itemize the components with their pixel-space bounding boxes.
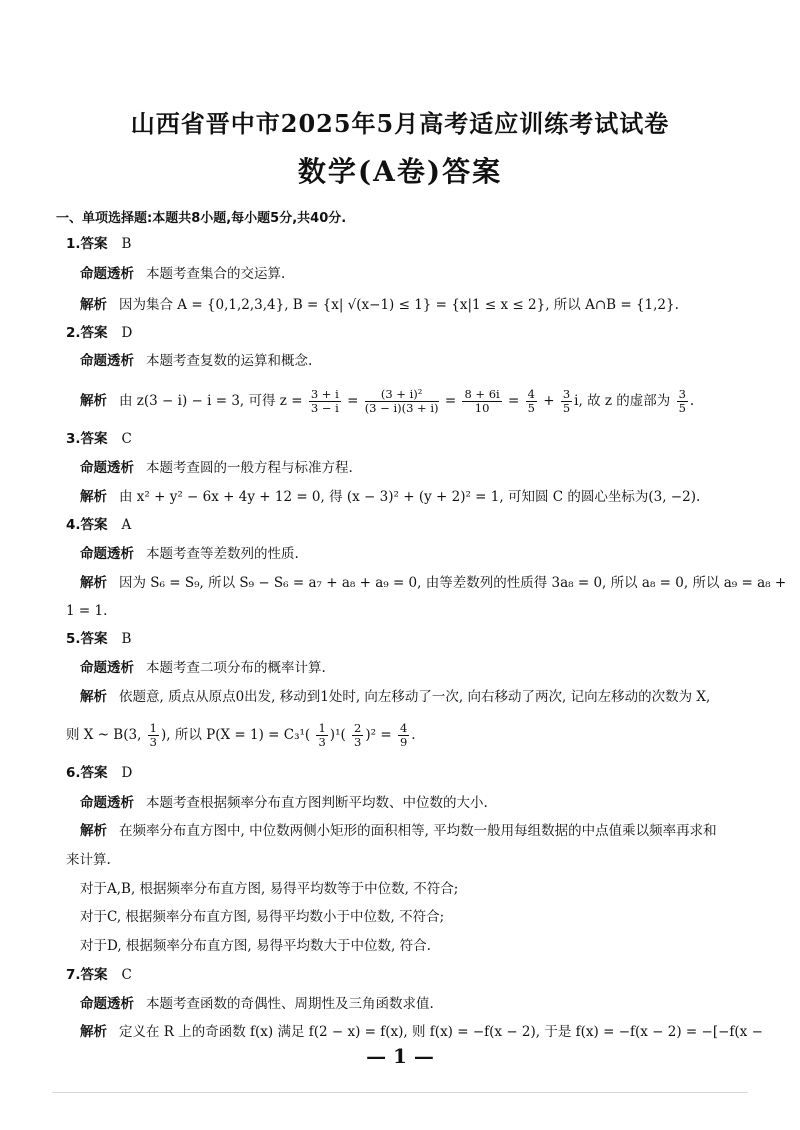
q3-answer-line: [66, 430, 132, 448]
overview-label: 命题透析: [80, 266, 134, 282]
q6-overview-line: [80, 794, 488, 812]
q1-analysis-line: [80, 296, 679, 314]
overview-label: 命题透析: [80, 460, 134, 476]
q6-option-d: 对于D, 根据频率分布直方图, 易得平均数大于中位数, 符合.: [80, 938, 431, 954]
q2-fraction-1: $\frac{3 + i}{3 - i}$: [310, 387, 339, 415]
q3-number: 3.: [66, 431, 81, 447]
page-number: — 1 —: [366, 1044, 434, 1068]
analysis-label: 解析: [80, 393, 107, 409]
q2-fraction-2: $\frac{\text{(3 + i)²}}{(3 - i)(3 + i)}$: [364, 387, 439, 415]
q5-number: 5.: [66, 631, 81, 647]
q4-overview-line: [80, 545, 299, 563]
q2-analysis-pre: 由 z(3 − i) − i = 3, 可得 z =: [119, 393, 303, 409]
q7-analysis-line: [80, 1023, 763, 1041]
q5-analysis-line: [80, 688, 710, 706]
overview-label: 命题透析: [80, 353, 134, 369]
q4-analysis-line-2: 1 = 1.: [66, 603, 108, 619]
q3-overview: 本题考查圆的一般方程与标准方程.: [146, 460, 353, 476]
q6-option-ab: 对于A,B, 根据频率分布直方图, 易得平均数等于中位数, 不符合;: [80, 881, 459, 897]
section-heading: 一、单项选择题:本题共8小题,每小题5分,共40分.: [56, 211, 347, 226]
q3-analysis: 由 x² + y² − 6x + 4y + 12 = 0, 得 (x − 3)² + (y + 2)² = 1, 可知圆 C 的圆心坐标为(3, −2).: [119, 489, 701, 505]
q6-answer-line: [66, 764, 132, 782]
answer-label: 答案: [80, 631, 108, 647]
answer-label: 答案: [80, 431, 108, 447]
q3-answer: C: [121, 431, 132, 447]
q7-overview-line: [80, 995, 434, 1013]
q2-analysis-line: 解析 由 z(3 − i) − i = 3, 可得 z = $\frac{3 + i}{3 - i}$ = $\frac{\text{(3 + i)²}}{(3 - i)(3 + i)}$ = $\frac{8 + 6i}{10}$ = $\frac{4}{5}$ + $\frac{3}{5}$ i, 故 z 的虚部为 $\frac{3}{5}$ .: [80, 387, 695, 415]
q1-analysis: 因为集合 A = {0,1,2,3,4}, B = {x| √(x−1) ≤ 1} = {x|1 ≤ x ≤ 2}, 所以 A∩B = {1,2}.: [119, 297, 679, 313]
answer-label: 答案: [80, 517, 108, 533]
analysis-label: 解析: [80, 575, 107, 591]
q5-analysis-line-2: 则 X ~ B(3, $\frac{1}{3}$ ), 所以 P(X = 1) = C₃¹( $\frac{1}{3}$ )¹( $\frac{2}{3}$ )² = $\frac{4}{9}$ .: [66, 721, 416, 749]
q6-analysis-1: 在频率分布直方图中, 中位数两侧小矩形的面积相等, 平均数一般用每组数据的中点值乘以频率再求和: [119, 823, 717, 839]
q5-fraction-2: $\frac{1}{3}$: [318, 721, 326, 749]
q5-fraction-4: $\frac{4}{9}$: [399, 721, 408, 749]
analysis-label: 解析: [80, 297, 107, 313]
q2-answer: D: [121, 325, 133, 341]
exam-subtitle: 数学(A卷)答案: [297, 155, 503, 188]
q3-analysis-line: [80, 488, 700, 506]
exam-title: 山西省晋中市2025年5月高考适应训练考试试卷: [130, 109, 670, 138]
q6-number: 6.: [66, 765, 81, 781]
q2-answer-line: [66, 324, 132, 342]
q4-answer-line: [66, 516, 131, 534]
q2-number: 2.: [66, 325, 81, 341]
q5-analysis-1: 依题意, 质点从原点0出发, 移动到1处时, 向左移动了一次, 向右移动了两次, 记向左移动的次数为 X,: [119, 689, 711, 705]
overview-label: 命题透析: [80, 996, 134, 1012]
q6-answer: D: [121, 765, 133, 781]
q5-answer: B: [121, 631, 132, 647]
q1-overview-line: [80, 265, 285, 283]
q4-overview: 本题考查等差数列的性质.: [146, 546, 299, 562]
q6-option-c: 对于C, 根据频率分布直方图, 易得平均数小于中位数, 不符合;: [80, 909, 445, 925]
q7-analysis: 定义在 R 上的奇函数 f(x) 满足 f(2 − x) = f(x), 则 f(x) = −f(x − 2), 于是 f(x) = −f(x − 2) = −[−f(x −: [119, 1024, 763, 1040]
overview-label: 命题透析: [80, 660, 134, 676]
q4-analysis-1: 因为 S₆ = S₉, 所以 S₉ − S₆ = a₇ + a₈ + a₉ = 0, 由等差数列的性质得 3a₈ = 0, 所以 a₈ = 0, 所以 a₉ = a₈ +: [119, 575, 787, 591]
q2-fraction-5: $\frac{3}{5}$: [562, 387, 571, 415]
q4-number: 4.: [66, 517, 81, 533]
q4-answer: A: [121, 517, 132, 533]
q2-analysis-mid: i, 故 z 的虚部为: [574, 393, 671, 409]
analysis-label: 解析: [80, 823, 107, 839]
q5-answer-line: [66, 630, 131, 648]
answer-label: 答案: [80, 236, 108, 252]
q1-answer: B: [121, 236, 132, 252]
q7-number: 7.: [66, 967, 81, 983]
q2-fraction-3: $\frac{8 + 6i}{10}$: [464, 387, 500, 415]
overview-label: 命题透析: [80, 795, 134, 811]
q5-overview: 本题考查二项分布的概率计算.: [146, 660, 326, 676]
q2-fraction-6: $\frac{3}{5}$: [678, 387, 686, 415]
answer-label: 答案: [80, 325, 108, 341]
page-divider: [52, 1092, 748, 1093]
q5-fraction-3: $\frac{2}{3}$: [354, 721, 362, 749]
q6-overview: 本题考查根据频率分布直方图判断平均数、中位数的大小.: [146, 795, 488, 811]
q5-fraction-1: $\frac{1}{3}$: [149, 721, 157, 749]
q7-answer-line: [66, 966, 132, 984]
q6-analysis-line: [80, 822, 717, 840]
analysis-label: 解析: [80, 489, 107, 505]
q1-number: 1.: [66, 236, 81, 252]
q6-analysis-line-2: 来计算.: [66, 852, 111, 868]
q1-overview: 本题考查集合的交运算.: [146, 266, 286, 282]
overview-label: 命题透析: [80, 546, 134, 562]
q7-answer: C: [121, 967, 132, 983]
answer-label: 答案: [80, 765, 108, 781]
q2-overview-line: [80, 352, 312, 370]
analysis-label: 解析: [80, 1024, 107, 1040]
analysis-label: 解析: [80, 689, 107, 705]
q2-overview: 本题考查复数的运算和概念.: [146, 353, 313, 369]
q2-fraction-4: $\frac{4}{5}$: [527, 387, 535, 415]
q1-answer-line: [66, 235, 131, 253]
q5-overview-line: [80, 659, 326, 677]
answer-label: 答案: [80, 967, 108, 983]
q7-overview: 本题考查函数的奇偶性、周期性及三角函数求值.: [146, 996, 434, 1012]
q4-analysis-line: [80, 574, 786, 592]
q3-overview-line: [80, 459, 353, 477]
